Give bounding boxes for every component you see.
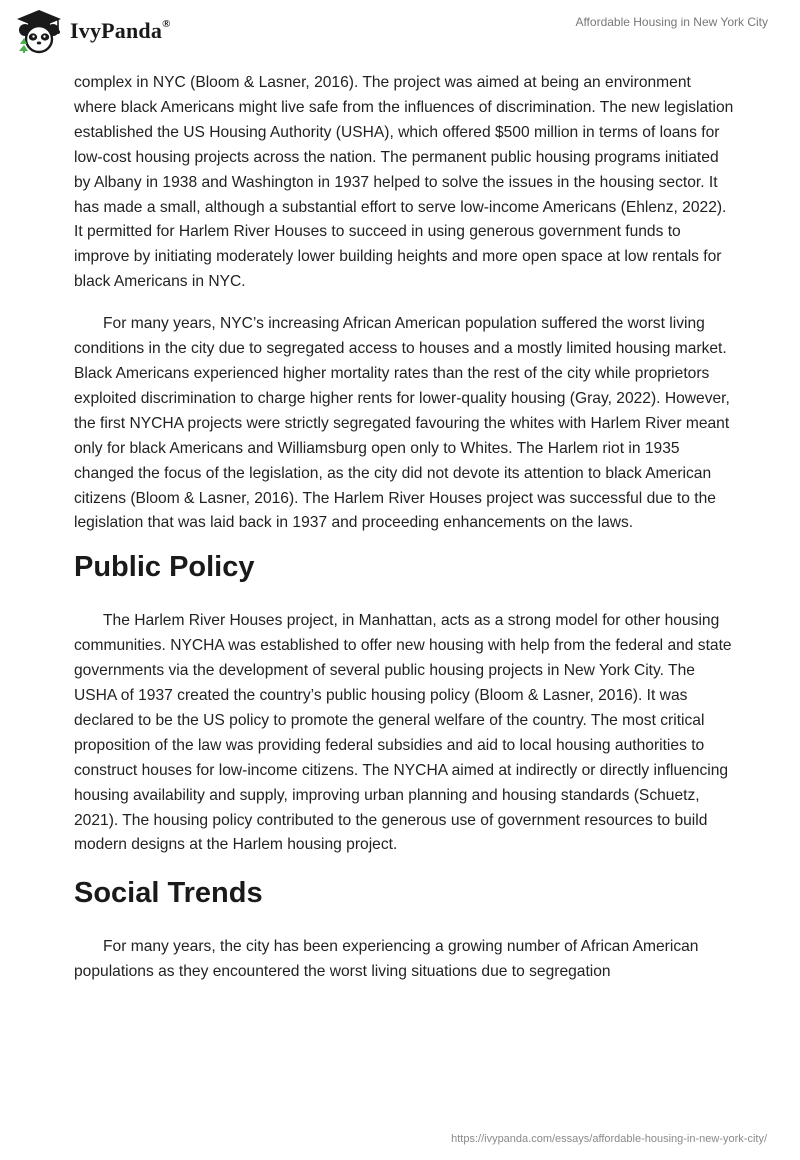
paragraph: The Harlem River Houses project, in Manhattan, acts as a strong model for other housing communities. NYCHA was established to offer new housing with help from the federal and state governments via the development of several public housing projects in New York City. The USHA of 1937 created the country’s public housing policy (Bloom & Lasner, 2016). It was declared to be the US policy to promote the general welfare of the country. The most critical proposition of the law was providing federal subsidies and aid to local housing authorities to construct houses for low-income citizens. The NYCHA aimed at indirectly or directly influencing housing availability and supply, improving urban planning and housing standards (Schuetz, 2021). The housing policy contributed to the generous use of government resources to build modern designs at the Harlem housing project. <box>74 612 732 854</box>
brand-logo[interactable] <box>14 8 171 54</box>
paragraph: For many years, NYC’s increasing African American population suffered the worst living conditions in the city due to segregated access to houses and a mostly limited housing market. Black Americans experienced higher mortality rates than the rest of the city while proprietors exploited discrimination to charge higher rents for lower-quality housing (Gray, 2022). However, the first NYCHA projects were strictly segregated favouring the whites with Harlem River meant only for black Americans and Williamsburg open only to Whites. The Harlem riot in 1935 changed the focus of the legislation, as the city did not devote its attention to black American citizens (Bloom & Lasner, 2016). The Harlem River Houses project was successful due to the legislation that was laid back in 1937 and proceeding enhancements on the laws. <box>74 315 730 532</box>
section-heading-public-policy: Public Policy <box>74 551 255 584</box>
registered-mark: ® <box>162 17 171 30</box>
brand-name: IvyPanda® <box>70 17 171 43</box>
source-url[interactable]: https://ivypanda.com/essays/affordable-housing-in-new-york-city/ <box>451 1133 767 1145</box>
paragraph: complex in NYC (Bloom & Lasner, 2016). The project was aimed at being an environment where black Americans might live safe from the influences of discrimination. The new legislation established the US Housing Authority (USHA), which offered $500 million in terms of loans for low-cost housing projects across the nation. The permanent public housing programs initiated by Albany in 1938 and Washington in 1937 helped to solve the issues in the housing sector. It has made a small, although a substantial effort to serve low-income Americans (Ehlenz, 2022). It permitted for Harlem River Houses to succeed in using generous government funds to improve by initiating moderately lower building heights and more open space at low rentals for black Americans in NYC. <box>74 74 734 291</box>
essay-body <box>74 71 734 985</box>
document-title: Affordable Housing in New York City <box>575 15 768 29</box>
page-header <box>0 0 800 68</box>
section-heading-social-trends: Social Trends <box>74 877 263 910</box>
panda-graduate-icon <box>14 8 64 54</box>
paragraph: For many years, the city has been experiencing a growing number of African American populations as they encountered the worst living situations due to segregation <box>74 938 699 981</box>
